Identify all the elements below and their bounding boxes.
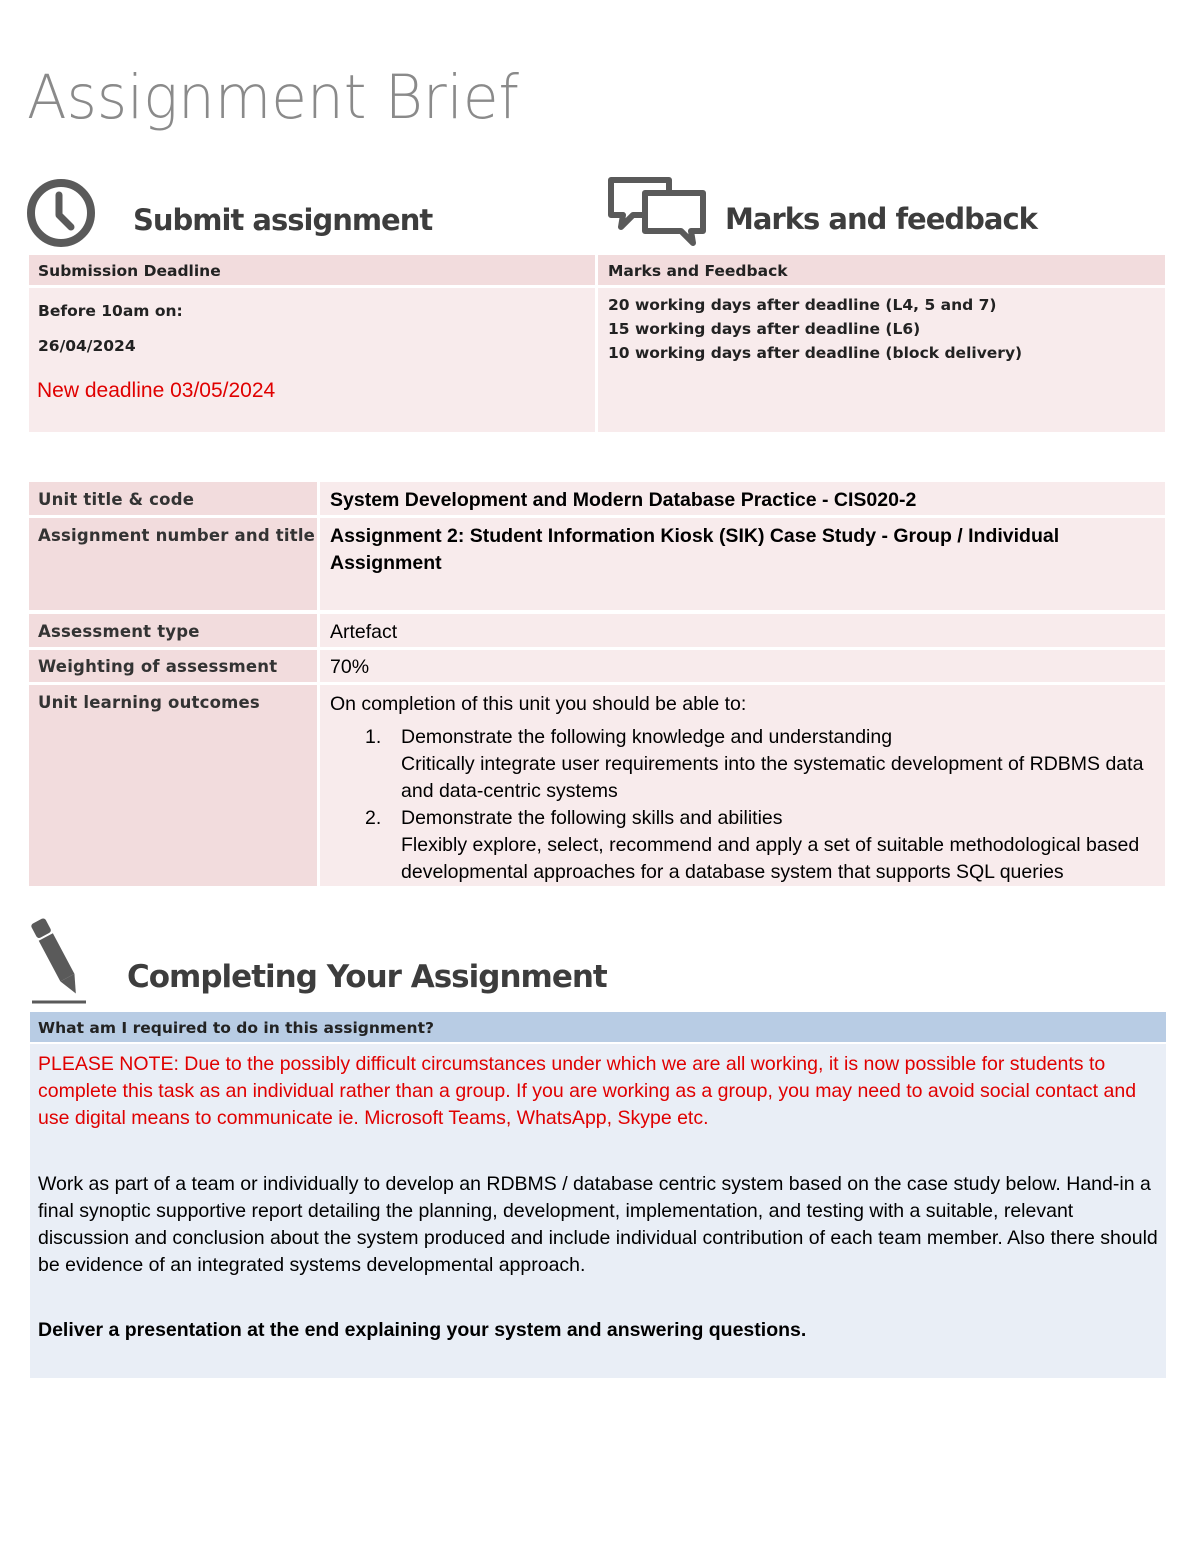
marks-feedback-header <box>598 255 1165 285</box>
assessment-type-value-cell <box>320 614 1165 647</box>
assignment-value-line: Assignment <box>330 552 442 574</box>
outcomes-list <box>330 724 1160 886</box>
page-title: Assignment Brief <box>27 62 519 133</box>
marks-line: 20 working days after deadline (L4, 5 and 7) <box>608 296 997 314</box>
outcome-text: Critically integrate user requirements into the systematic development of RDBMS data <box>401 753 1144 775</box>
unit-title-label-cell <box>29 482 317 515</box>
weighting-label-cell <box>29 650 317 682</box>
unit-title-label: Unit title & code <box>38 490 195 509</box>
outcome-text: and data-centric systems <box>401 780 618 802</box>
unit-title-value: System Development and Modern Database Practice - CIS020-2 <box>330 489 917 511</box>
assignment-value-line: Assignment 2: Student Information Kiosk (SIK) Case Study - Group / Individual <box>330 525 1060 547</box>
outcome-number: 2. <box>365 807 382 829</box>
outcome-item <box>330 805 1160 886</box>
new-deadline: New deadline 03/05/2024 <box>37 379 276 402</box>
question-body <box>30 1044 1166 1378</box>
assignment-label: Assignment number and title <box>38 526 316 545</box>
clock-icon <box>25 177 99 249</box>
outcome-text: developmental approaches for a database system that supports SQL queries <box>401 861 1064 883</box>
please-note-line: complete this task as an individual rather than a group. If you are working as a group, you may need to avoid social contact and <box>38 1080 1137 1102</box>
outcome-number: 1. <box>365 726 382 748</box>
completing-heading: Completing Your Assignment <box>127 959 607 995</box>
before-label: Before 10am on: <box>38 302 183 320</box>
unit-title-value-cell <box>320 482 1165 515</box>
assessment-type-label: Assessment type <box>38 622 200 641</box>
work-description-line: be evidence of an integrated systems developmental approach. <box>38 1254 586 1276</box>
weighting-label: Weighting of assessment <box>38 657 278 676</box>
deliver-instruction: Deliver a presentation at the end explaining your system and answering questions. <box>38 1319 807 1341</box>
marks-line: 10 working days after deadline (block delivery) <box>608 344 1023 362</box>
outcome-text: Flexibly explore, select, recommend and apply a set of suitable methodological based <box>401 834 1140 856</box>
assignment-label-cell <box>29 518 317 610</box>
submission-deadline-label: Submission Deadline <box>38 262 221 280</box>
work-description-line: final synoptic supportive report detailing the planning, development, implementation, and testing with a suitable, relevant <box>38 1200 1074 1222</box>
pen-icon <box>26 914 90 1006</box>
submission-deadline-header <box>29 255 595 285</box>
outcome-title: Demonstrate the following knowledge and understanding <box>401 726 893 748</box>
question-label: What am I required to do in this assignment? <box>38 1019 434 1037</box>
work-description-line: discussion and conclusion about the system produced and include individual contribution of each team member. Also there should <box>38 1227 1158 1249</box>
outcomes-label-cell <box>29 685 317 886</box>
assignment-value-cell <box>320 518 1165 610</box>
outcome-title: Demonstrate the following skills and abilities <box>401 807 783 829</box>
outcomes-intro: On completion of this unit you should be able to: <box>330 693 747 715</box>
marks-line: 15 working days after deadline (L6) <box>608 320 921 338</box>
deadline-date: 26/04/2024 <box>38 337 136 355</box>
outcomes-value-cell <box>320 685 1165 886</box>
weighting-value-cell <box>320 650 1165 682</box>
marks-heading: Marks and feedback <box>725 202 1037 236</box>
question-header <box>30 1012 1166 1042</box>
submit-heading: Submit assignment <box>133 203 433 237</box>
submission-deadline-body <box>29 288 595 432</box>
work-description-line: Work as part of a team or individually to develop an RDBMS / database centric system based on the case study below. Hand-in a <box>38 1173 1151 1195</box>
assessment-type-label-cell <box>29 614 317 647</box>
outcomes-label: Unit learning outcomes <box>38 693 260 712</box>
please-note-line: PLEASE NOTE: Due to the possibly difficult circumstances under which we are all working, it is now possible for students to <box>38 1053 1106 1075</box>
speech-bubbles-icon <box>605 175 709 247</box>
assessment-type-value: Artefact <box>330 621 398 643</box>
marks-feedback-label: Marks and Feedback <box>608 262 788 280</box>
outcome-item <box>330 724 1160 805</box>
weighting-value: 70% <box>330 656 370 678</box>
please-note-line: use digital means to communicate ie. Microsoft Teams, WhatsApp, Skype etc. <box>38 1107 709 1129</box>
marks-feedback-body <box>598 288 1165 432</box>
